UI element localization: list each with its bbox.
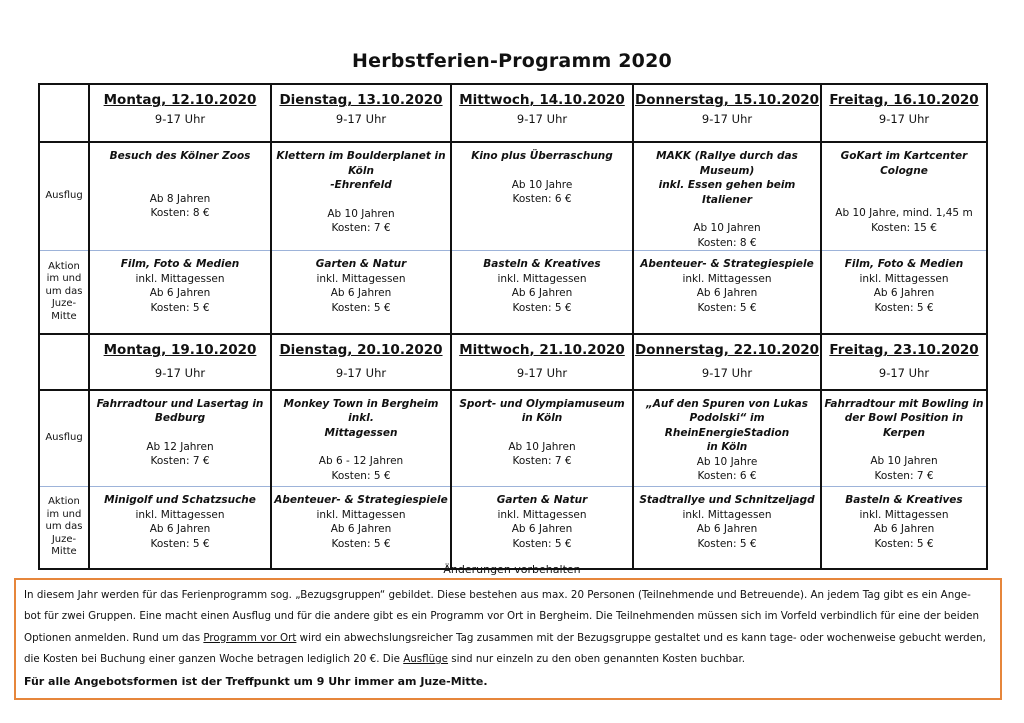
aktion-age: Ab 6 Jahren [149, 287, 211, 299]
ausflug-title-line2: Bedburg [154, 412, 206, 424]
ausflug-title: Monkey Town in Bergheim inkl. [283, 397, 439, 424]
ausflug-cost: Kosten: 8 € [697, 236, 757, 249]
aktion-cost: Kosten: 5 € [512, 537, 572, 550]
ausflug-cost: Kosten: 6 € [512, 193, 572, 205]
ausflug-title: MAKK (Rallye durch das Museum) [656, 150, 798, 177]
week1-ausflug-row [39, 142, 987, 251]
ausflug-title-line2: in Köln [521, 412, 563, 424]
aktion-title: Basteln & Kreatives [845, 494, 963, 506]
ausflug-cell [89, 142, 271, 251]
ausflug-age: Ab 12 Jahren [146, 440, 214, 453]
time-label: 9-17 Uhr [516, 112, 568, 126]
aktion-title: Abenteuer- & Strategiespiele [640, 258, 814, 270]
aktion-cell [89, 487, 271, 569]
info-line [24, 628, 992, 649]
aktion-cost: Kosten: 5 € [331, 537, 391, 550]
ausfluege-text: Ausflüge [403, 653, 449, 666]
day-header [89, 334, 271, 390]
aktion-cost: Kosten: 5 € [874, 301, 934, 314]
ausflug-cell [821, 142, 987, 251]
info-text: sind nur einzeln zu den oben genannten Kosten buchbar. [448, 653, 746, 666]
aktion-title: Film, Foto & Medien [844, 258, 964, 270]
row-label-text: um das [45, 285, 83, 297]
info-line: bot für zwei Gruppen. Eine macht einen Ausflug und für die andere gibt es ein Programm vor Ort in Bergheim. Die Teilnehmenden müssen sich im Vorfeld verbindlich für eine der beiden [24, 610, 979, 623]
ausflug-title: Klettern im Boulderplanet in Köln [276, 150, 446, 177]
ausflug-cost: Kosten: 6 € [697, 470, 757, 482]
ausflug-title-line3: in Köln [706, 441, 748, 453]
ausflug-cost: Kosten: 8 € [150, 207, 210, 219]
ausflug-cost: Kosten: 15 € [871, 221, 937, 234]
row-label-text: Aktion [48, 260, 80, 272]
week2-header-row [39, 334, 987, 390]
ausflug-cost: Kosten: 5 € [331, 469, 391, 482]
changes-reserved-note: Änderungen vorbehalten [443, 563, 581, 576]
row-label-text: Juze- [51, 533, 77, 545]
row-label-text: Mitte [51, 310, 77, 322]
row-label-text: Aktion [48, 496, 80, 507]
ausflug-cell [451, 142, 633, 251]
ausflug-title: Fahrradtour mit Bowling in [824, 397, 984, 410]
ausflug-title-line2: -Ehrenfeld [330, 179, 392, 191]
day-header [633, 334, 821, 390]
day-label: Freitag, 23.10.2020 [829, 341, 979, 358]
row-label-text: Mitte [51, 546, 77, 557]
programm-vor-ort-text: Programm vor Ort [203, 631, 297, 644]
time-label: 9-17 Uhr [154, 365, 206, 380]
row-label-text: im und [46, 508, 82, 520]
ausflug-title: Sport- und Olympiamuseum [459, 397, 625, 410]
ausflug-cell [451, 390, 633, 487]
time-label: 9-17 Uhr [878, 365, 930, 380]
row-label-ausflug [39, 390, 89, 487]
week1-aktion-row [39, 251, 987, 334]
day-header [271, 334, 451, 390]
info-text: wird ein abwechslungsreicher Tag zusammen mit der Bezugsgruppe gestaltet und es kann tage- oder wochenweise gebucht werden, [296, 631, 986, 644]
ausflug-title-line2: inkl. Essen gehen beim Italiener [658, 179, 796, 206]
aktion-meal: inkl. Mittagessen [316, 272, 406, 285]
aktion-meal: inkl. Mittagessen [859, 508, 949, 521]
day-label: Montag, 19.10.2020 [103, 341, 257, 358]
week1-header-row [39, 84, 987, 142]
info-line [24, 649, 992, 670]
aktion-cost: Kosten: 5 € [150, 301, 210, 314]
aktion-title: Stadtrallye und Schnitzeljagd [639, 494, 815, 506]
day-label: Donnerstag, 15.10.2020 [634, 92, 819, 108]
aktion-cell [633, 251, 821, 334]
ausflug-cell [633, 390, 821, 487]
aktion-meal: inkl. Mittagessen [497, 508, 587, 521]
day-header [451, 334, 633, 390]
aktion-meal: inkl. Mittagessen [682, 508, 772, 521]
info-text: Optionen anmelden. Rund um das [24, 631, 204, 644]
aktion-cell [633, 487, 821, 569]
row-label-text: Ausflug [45, 190, 83, 202]
time-label: 9-17 Uhr [516, 365, 568, 380]
day-header [271, 84, 451, 142]
time-label: 9-17 Uhr [335, 365, 387, 380]
aktion-age: Ab 6 Jahren [873, 287, 935, 299]
aktion-title: Garten & Natur [496, 494, 588, 506]
aktion-meal: inkl. Mittagessen [859, 272, 949, 285]
day-header [89, 84, 271, 142]
day-label: Montag, 12.10.2020 [103, 92, 257, 108]
ausflug-title-line2: der Bowl Position in Kerpen [844, 412, 964, 439]
day-label: Mittwoch, 21.10.2020 [459, 341, 625, 358]
ausflug-title: Besuch des Kölner Zoos [109, 150, 251, 162]
aktion-cost: Kosten: 5 € [874, 537, 934, 550]
day-label: Donnerstag, 22.10.2020 [634, 341, 819, 358]
aktion-cost: Kosten: 5 € [150, 537, 210, 550]
time-label: 9-17 Uhr [878, 112, 930, 126]
row-label-text: im und [46, 273, 82, 284]
aktion-title: Abenteuer- & Strategiespiele [274, 494, 448, 506]
ausflug-age: Ab 8 Jahren [149, 192, 211, 205]
ausflug-age: Ab 10 Jahren [693, 222, 761, 234]
page-title: Herbstferien-Programm 2020 [352, 50, 672, 72]
day-header [633, 84, 821, 142]
day-header [451, 84, 633, 142]
time-label: 9-17 Uhr [701, 112, 753, 126]
aktion-title: Film, Foto & Medien [120, 258, 240, 270]
day-label: Freitag, 16.10.2020 [829, 92, 979, 108]
meeting-point-line: Für alle Angebotsformen ist der Treffpunkt um 9 Uhr immer am Juze-Mitte. [24, 674, 488, 688]
aktion-cost: Kosten: 5 € [331, 301, 391, 314]
ausflug-age: Ab 10 Jahren [508, 440, 576, 453]
ausflug-title: Fahrradtour und Lasertag in [96, 397, 264, 410]
ausflug-cost: Kosten: 7 € [331, 222, 391, 234]
time-label: 9-17 Uhr [335, 112, 387, 126]
row-label-ausflug [39, 142, 89, 251]
aktion-meal: inkl. Mittagessen [316, 508, 406, 521]
aktion-age: Ab 6 Jahren [511, 287, 573, 299]
ausflug-cell [821, 390, 987, 487]
aktion-meal: inkl. Mittagessen [497, 272, 587, 285]
aktion-cell [271, 251, 451, 334]
ausflug-title-line2: Podolski“ im RheinEnergieStadion [664, 412, 790, 439]
aktion-age: Ab 6 Jahren [330, 287, 392, 299]
aktion-title: Garten & Natur [315, 258, 407, 270]
aktion-cell [89, 251, 271, 334]
aktion-title: Basteln & Kreatives [483, 258, 601, 270]
ausflug-age: Ab 10 Jahren [870, 455, 938, 467]
ausflug-age: Ab 6 - 12 Jahren [318, 455, 404, 467]
aktion-meal: inkl. Mittagessen [682, 272, 772, 285]
row-label-aktion [39, 487, 89, 569]
corner-cell [39, 84, 89, 142]
ausflug-age: Ab 10 Jahren [327, 207, 395, 220]
aktion-age: Ab 6 Jahren [696, 523, 758, 535]
info-box [14, 578, 1002, 700]
day-header [821, 334, 987, 390]
row-label-text: Ausflug [45, 432, 83, 443]
aktion-cost: Kosten: 5 € [697, 301, 757, 314]
ausflug-title: Kino plus Überraschung [471, 150, 613, 162]
aktion-title: Minigolf und Schatzsuche [104, 494, 256, 506]
time-label: 9-17 Uhr [154, 112, 206, 126]
day-label: Dienstag, 13.10.2020 [279, 92, 443, 108]
row-label-aktion [39, 251, 89, 334]
aktion-age: Ab 6 Jahren [511, 523, 573, 535]
row-label-text: Juze- [51, 298, 77, 309]
ausflug-age: Ab 10 Jahre [511, 178, 573, 191]
aktion-meal: inkl. Mittagessen [135, 508, 225, 521]
aktion-cell [271, 487, 451, 569]
ausflug-cost: Kosten: 7 € [150, 455, 210, 467]
schedule-table [38, 83, 988, 570]
aktion-cell [821, 251, 987, 334]
ausflug-age: Ab 10 Jahre [696, 455, 758, 468]
row-label-text: um das [45, 521, 83, 532]
day-label: Mittwoch, 14.10.2020 [459, 92, 625, 108]
aktion-age: Ab 6 Jahren [873, 523, 935, 535]
info-text: die Kosten bei Buchung einer ganzen Woche betragen lediglich 20 €. Die [24, 653, 404, 666]
time-label: 9-17 Uhr [701, 365, 753, 380]
week2-ausflug-row [39, 390, 987, 487]
aktion-meal: inkl. Mittagessen [135, 272, 225, 285]
aktion-cell [451, 487, 633, 569]
corner-cell [39, 334, 89, 390]
day-label: Dienstag, 20.10.2020 [279, 341, 443, 358]
aktion-age: Ab 6 Jahren [696, 287, 758, 299]
ausflug-cell [89, 390, 271, 487]
week2-aktion-row [39, 487, 987, 569]
ausflug-cell [633, 142, 821, 251]
ausflug-cell [271, 142, 451, 251]
info-line: In diesem Jahr werden für das Ferienprogramm sog. „Bezugsgruppen“ gebildet. Diese bestehen aus max. 20 Personen (Teilnehmende und Betreuende). An jedem Tag gibt es ein Ange- [24, 589, 971, 601]
ausflug-age: Ab 10 Jahre, mind. 1,45 m [835, 207, 973, 219]
ausflug-cell [271, 390, 451, 487]
aktion-cost: Kosten: 5 € [512, 301, 572, 314]
aktion-age: Ab 6 Jahren [330, 523, 392, 535]
aktion-age: Ab 6 Jahren [149, 523, 211, 535]
aktion-cell [451, 251, 633, 334]
ausflug-title: „Auf den Spuren von Lukas [645, 397, 808, 410]
ausflug-title-line2: Mittagessen [324, 426, 398, 439]
day-header [821, 84, 987, 142]
ausflug-title: GoKart im Kartcenter Cologne [840, 150, 968, 177]
aktion-cell [821, 487, 987, 569]
ausflug-cost: Kosten: 7 € [874, 469, 934, 482]
aktion-cost: Kosten: 5 € [697, 537, 757, 550]
ausflug-cost: Kosten: 7 € [512, 455, 572, 467]
